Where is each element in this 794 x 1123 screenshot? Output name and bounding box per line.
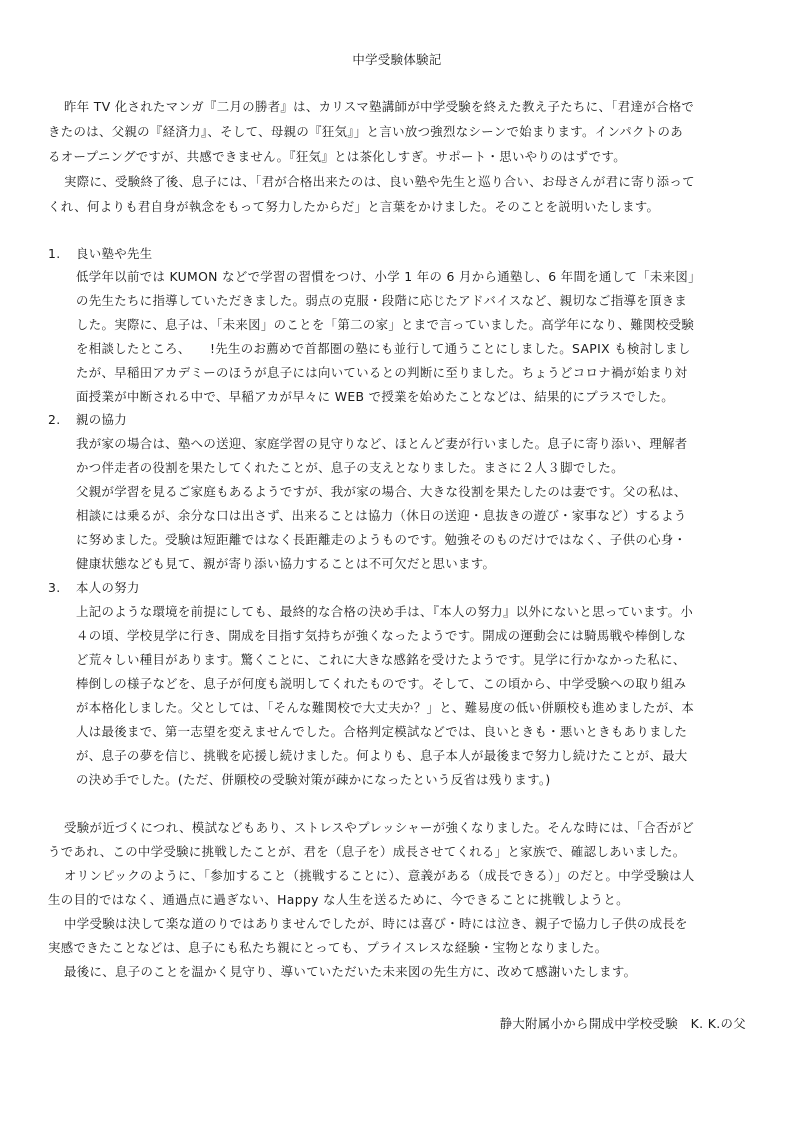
intro-line: くれ、何よりも君自身が執念をもって努力したからだ」と言葉をかけました。そのことを説明いたします。 (48, 199, 660, 214)
section-line: かつ伴走者の役割を果たしてくれたことが、息子の支えとなりました。まさに２人３脚でした。 (76, 460, 624, 475)
closing-line: 受験が近づくにつれ、模試などもあり、ストレスやプレッシャーが強くなりました。そんな時には、「合否がど (64, 820, 695, 835)
section-line: ４の頃、学校見学に行き、開成を目指す気持ちが強くなったようです。開成の運動会には騎馬戦や棒倒しな (76, 628, 687, 643)
section-line: した。実際に、息子は、「未来図」のことを「第二の家」とまで言っていました。高学年になり、難関校受験 (76, 317, 695, 332)
closing-line: 生の目的ではなく、通過点に過ぎない、Happy な人生を送るために、今できることに挑戦しようと。 (48, 892, 629, 907)
closing-line: 中学受験は決して楽な道のりではありませんでしたが、時には喜び・時には泣き、親子で協力し子供の成長を (64, 916, 688, 931)
section-line: 相談には乗るが、余分な口は出さず、出来ることは協力（休日の送迎・息抜きの遊び・家事など）するよう (76, 508, 687, 523)
section-line: 棒倒しの様子などを、息子が何度も説明してくれたものです。そして、この頃から、中学受験への取り組み (76, 676, 687, 691)
section-line: 父親が学習を見るご家庭もあるようですが、我が家の場合、大きな役割を果たしたのは妻です。父の私は、 (76, 484, 687, 499)
section-line: に努めました。受験は短距離ではなく長距離走のようものです。勉強そのものだけではなく、子供の心身・ (76, 532, 687, 547)
section-line: ど荒々しい種目があります。驚くことに、これに大きな感銘を受けたようです。見学に行かなかった私に、 (76, 652, 686, 667)
section-line: が、息子の夢を信じ、挑戦を応援し続けました。何よりも、息子本人が最後まで努力し続けたことが、最大 (76, 748, 688, 763)
intro-line: るオープニングですが、共感できません。『狂気』とは茶化しすぎ。サポート・思いやりのはずです。 (48, 149, 627, 164)
intro-line: 実際に、受験終了後、息子には、「君が合格出来たのは、良い塾や先生と巡り合い、お母さんが君に寄り添って (64, 174, 695, 189)
signature: 静大附属小から開成中学校受験 K. K.の父 (499, 1016, 746, 1031)
section-line: 上記のような環境を前提にしても、最終的な合格の決め手は、『本人の努力』以外にないと思っています。小 (76, 604, 694, 619)
closing-line: 実感できたことなどは、息子にも私たち親にとっても、プライスレスな経験・宝物となりました。 (48, 940, 608, 955)
section-line: が本格化しました。父としては、「そんな難関校で大丈夫か？」と、難易度の低い併願校も進めましたが、本 (76, 700, 695, 715)
section-line: の決め手でした。(ただ、併願校の受験対策が疎かになったという反省は残ります。) (76, 772, 551, 787)
section-number: 3. (48, 580, 61, 595)
section-line: 低学年以前では KUMON などで学習の習慣をつけ、小学 1 年の 6 月から通塾し、6 年間を通して「未来図」 (76, 269, 701, 284)
section-line: たが、早稲田アカデミーのほうが息子には向いているとの判断に至りました。ちょうどコロナ禍が始まり対 (76, 365, 688, 380)
section-number: 2. (48, 412, 61, 427)
section-line: の先生たちに指導していただきました。弱点の克服・段階に応じたアドバイスなど、親切なご指導を頂きま (76, 293, 688, 308)
closing-line: オリンピックのように、「参加すること（挑戦することに）、意義がある（成長できる）」のだと。中学受験は人 (64, 868, 695, 883)
section-line: 人は最後まで、第一志望を変えませんでした。合格判定模試などでは、良いときも・悪いときもありました (76, 724, 688, 739)
section-line: を相談したところ、 !先生のお薦めで首都圏の塾にも並行して通うことにしました。SAPIX も検討しまし (76, 341, 691, 356)
intro-line: 昨年 TV 化されたマンガ『二月の勝者』は、カリスマ塾講師が中学受験を終えた教え子たちに、「君達が合格で (64, 99, 695, 114)
section-line: 健康状態なども見て、親が寄り添い協力することは不可欠だと思います。 (76, 556, 496, 571)
section-heading: 親の協力 (76, 412, 127, 427)
section-line: 面授業が中断される中で、早稲アカが早々に WEB で授業を始めたことなどは、結果的にプラスでした。 (76, 389, 675, 404)
intro-line: きたのは、父親の『経済力』、そして、母親の『狂気』」と言い放つ強烈なシーンで始まります。インパクトのあ (48, 124, 684, 139)
section-line: 我が家の場合は、塾への送迎、家庭学習の見守りなど、ほとんど妻が行いました。息子に寄り添い、理解者 (76, 436, 688, 451)
document-title: 中学受験体験記 (352, 52, 442, 67)
section-heading: 良い塾や先生 (76, 246, 153, 261)
section-number: 1. (48, 246, 61, 261)
closing-line: うであれ、この中学受験に挑戦したことが、君を（息子を）成長させてくれる」と家族で、確認しあいました。 (48, 844, 686, 859)
closing-line: 最後に、息子のことを温かく見守り、導いていただいた未来図の先生方に、改めて感謝いたします。 (64, 964, 637, 979)
section-heading: 本人の努力 (76, 580, 140, 595)
